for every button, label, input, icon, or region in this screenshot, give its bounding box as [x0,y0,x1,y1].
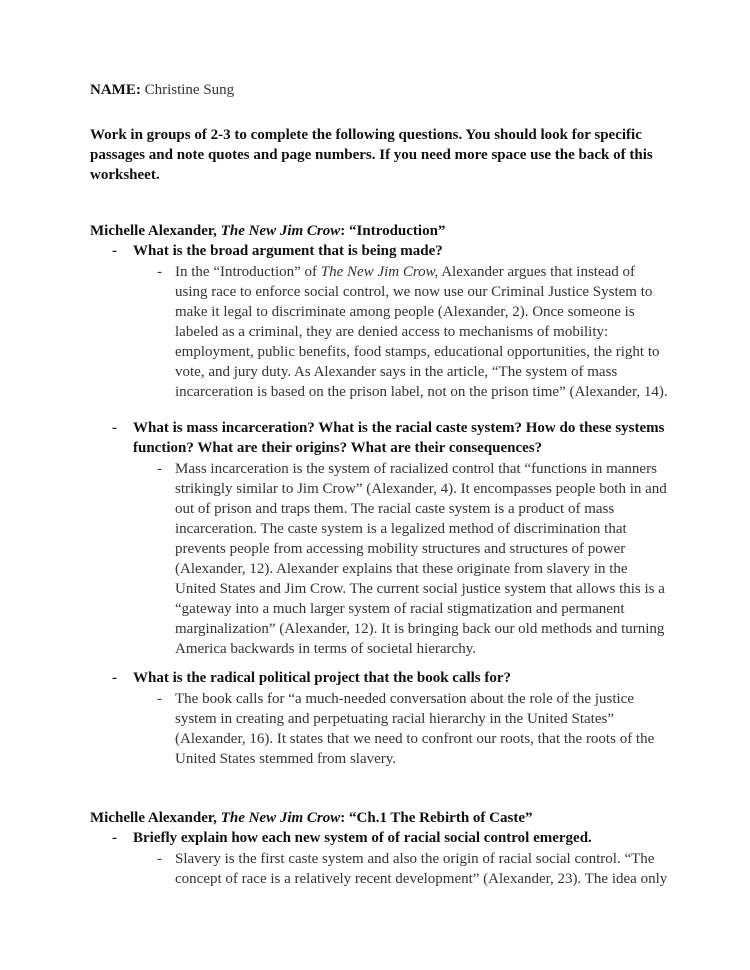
question-social-control-emerged [133,828,592,848]
answer-line: “gateway into a much larger system of racial stigmatization and permanent [175,601,625,617]
question-broad-argument [133,241,443,261]
answer-line: The book calls for “a much-needed conversation about the role of the justice [175,691,634,707]
answer-line: employment, public benefits, food stamps, educational opportunities, the right to [175,344,660,360]
question-bullet: - [112,243,117,259]
instructions-line: passages and note quotes and page numbers. If you need more space use the back of this [90,147,653,163]
answer-line: America backwards in terms of societal hierarchy. [175,641,476,657]
question-radical-project [133,668,511,688]
answer-broad-argument [175,262,668,402]
section-title-rebirth-of-caste [90,808,533,828]
name-label: NAME: [90,82,141,98]
answer-line: (Alexander, 16). It states that we need to confront our roots, that the roots of the [175,731,655,747]
answer-line: labeled as a criminal, they are denied access to mechanisms of mobility: [175,324,609,340]
answer-line: United States stemmed from slavery. [175,751,397,767]
question-bullet: - [112,420,117,436]
answer-line: system in creating and perpetuating racial hierarchy in the United States” [175,711,615,727]
answer-bullet: - [157,851,162,867]
answer-line: (Alexander, 12). Alexander explains that these originate from slavery in the [175,561,628,577]
instructions-line: worksheet. [90,167,160,183]
question-line: What is mass incarceration? What is the racial caste system? How do these systems [133,420,665,436]
answer-line: using race to enforce social control, we now use our Criminal Justice System to [175,284,653,300]
section-chapter: : “Introduction” [340,223,446,239]
answer-line: out of prison and traps them. The racial caste system is a product of mass [175,501,615,517]
instructions-line: Work in groups of 2-3 to complete the following questions. You should look for specific [90,127,642,143]
question-line: function? What are their origins? What are their consequences? [133,440,543,456]
answer-line: vote, and jury duty. As Alexander says in the article, “The system of mass [175,364,618,380]
section-title-introduction [90,221,445,241]
question-bullet: - [112,830,117,846]
answer-line: concept of race is a relatively recent development” (Alexander, 23). The idea only [175,871,668,887]
section-chapter: : “Ch.1 The Rebirth of Caste” [340,810,533,826]
answer-line: make it legal to discriminate among people (Alexander, 2). Once someone is [175,304,635,320]
answer-line: United States and Jim Crow. The current social justice system that allows this is a [175,581,665,597]
answer-line: incarceration. The caste system is a legalized method of discrimination that [175,521,627,537]
name-line [90,80,234,100]
answer-line: incarceration is based on the prison label, not on the prison time” (Alexander, 14). [175,384,668,400]
answer-mass-incarceration [175,459,667,659]
answer-social-control-emerged [175,849,667,889]
answer-bullet: - [157,264,162,280]
answer-line: marginalization” (Alexander, 12). It is bringing back our old methods and turning [175,621,665,637]
answer-line: Mass incarceration is the system of racialized control that “functions in manners [175,461,657,477]
question-bullet: - [112,670,117,686]
section-author: Michelle Alexander, [90,223,221,239]
answer-bullet: - [157,691,162,707]
instructions [90,125,653,185]
question-mass-incarceration [133,418,664,458]
question-line: What is the broad argument that is being made? [133,243,443,259]
question-line: Briefly explain how each new system of of racial social control emerged. [133,830,592,846]
book-title-italic: The New Jim Crow, [320,264,439,280]
section-author: Michelle Alexander, [90,810,221,826]
answer-line: Slavery is the first caste system and also the origin of racial social control. “The [175,851,655,867]
name-value: Christine Sung [144,82,235,98]
answer-line [175,262,668,282]
section-book-title: The New Jim Crow [220,810,341,826]
answer-bullet: - [157,461,162,477]
answer-line: strikingly similar to Jim Crow” (Alexander, 4). It encompasses people both in and [175,481,667,497]
answer-text: Alexander argues that instead of [438,264,636,280]
answer-line: prevents people from accessing mobility structures and structures of power [175,541,626,557]
answer-text: In the “Introduction” of [175,264,321,280]
answer-radical-project [175,689,654,769]
section-book-title: The New Jim Crow [220,223,341,239]
question-line: What is the radical political project that the book calls for? [133,670,512,686]
